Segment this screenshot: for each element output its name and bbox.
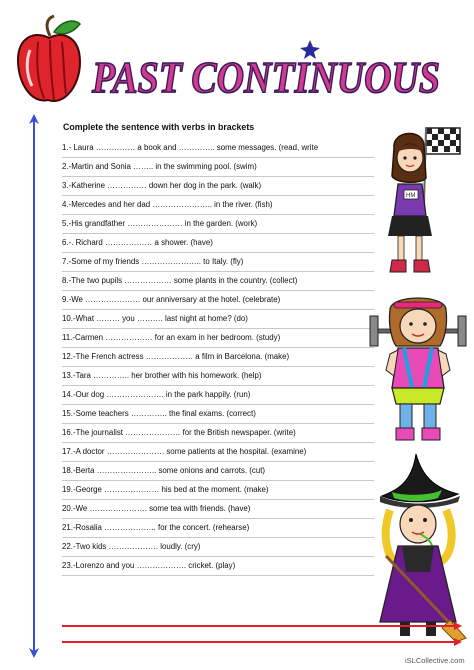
exercise-item: 9.-We ………………… our anniversary at the hotel. (celebrate) — [62, 291, 374, 310]
exercise-item: 19.-George ………………… his bed at the moment. (make) — [62, 481, 374, 500]
exercise-item: 16.-The journalist ………………… for the British newspaper. (write) — [62, 424, 374, 443]
exercise-item: 20.-We …………………. some tea with friends. (have) — [62, 500, 374, 519]
exercise-item: 6.-. Richard ……………… a shower. (have) — [62, 234, 374, 253]
exercise-item: 23.-Lorenzo and you ………………. cricket. (play) — [62, 557, 374, 576]
exercise-item: 5.-His grandfather ………………… in the garden. (work) — [62, 215, 374, 234]
exercise-item: 7.-Some of my friends ………………….. to Italy. (fly) — [62, 253, 374, 272]
exercise-item: 15.-Some teachers ………….. the final exams. (correct) — [62, 405, 374, 424]
site-footer: iSLCollective.com — [405, 656, 465, 665]
exercise-item: 1.- Laura …………… a book and ………….. some messages. (read, write — [62, 139, 374, 158]
red-arrow-line-2 — [62, 637, 462, 647]
exercise-item: 11.-Carmen ……………… for an exam in her bedroom. (study) — [62, 329, 374, 348]
exercise-item: 18.-Berta ………………….. some onions and carrots. (cut) — [62, 462, 374, 481]
svg-text:PAST CONTINUOUS: PAST CONTINUOUS — [91, 53, 440, 102]
exercise-item: 22.-Two kids ………………. loudly. (cry) — [62, 538, 374, 557]
arrow-down-icon — [27, 645, 41, 659]
apple-icon — [14, 14, 84, 106]
exercise-item: 2.-Martin and Sonia …….. in the swimming pool. (swim) — [62, 158, 374, 177]
red-arrow-line-1 — [62, 621, 462, 631]
girl-with-flag-illustration — [382, 124, 464, 279]
svg-text:HM: HM — [406, 193, 416, 199]
exercise-item: 17.-A doctor …………………. some patients at the hospital. (examine) — [62, 443, 374, 462]
exercise-list — [62, 139, 374, 576]
exercise-item: 21.-Rosalia ……………….. for the concert. (rehearse) — [62, 519, 374, 538]
vertical-arrow-line — [33, 121, 35, 651]
exercise-item: 14.-Our dog …………………. in the park happily. (run) — [62, 386, 374, 405]
exercise-item: 12.-The French actress ……………… a film in Barcelona. (make) — [62, 348, 374, 367]
exercise-item: 8.-The two pupils ……………… some plants in the country. (collect) — [62, 272, 374, 291]
exercise-item: 3.-Katherine …………… down her dog in the park. (walk) — [62, 177, 374, 196]
exercise-item: 4.-Mercedes and her dad ………………….. in the river. (fish) — [62, 196, 374, 215]
page-title — [88, 42, 448, 112]
exercise-item: 10.-What ……… you ………. last night at home? (do) — [62, 310, 374, 329]
witch-illustration — [372, 452, 466, 642]
exercise-item: 13.-Tara ………….. her brother with his homework. (help) — [62, 367, 374, 386]
weightlifter-illustration — [368, 296, 468, 446]
instruction-text: Complete the sentence with verbs in brackets — [63, 122, 255, 132]
arrow-up-icon — [27, 113, 41, 127]
